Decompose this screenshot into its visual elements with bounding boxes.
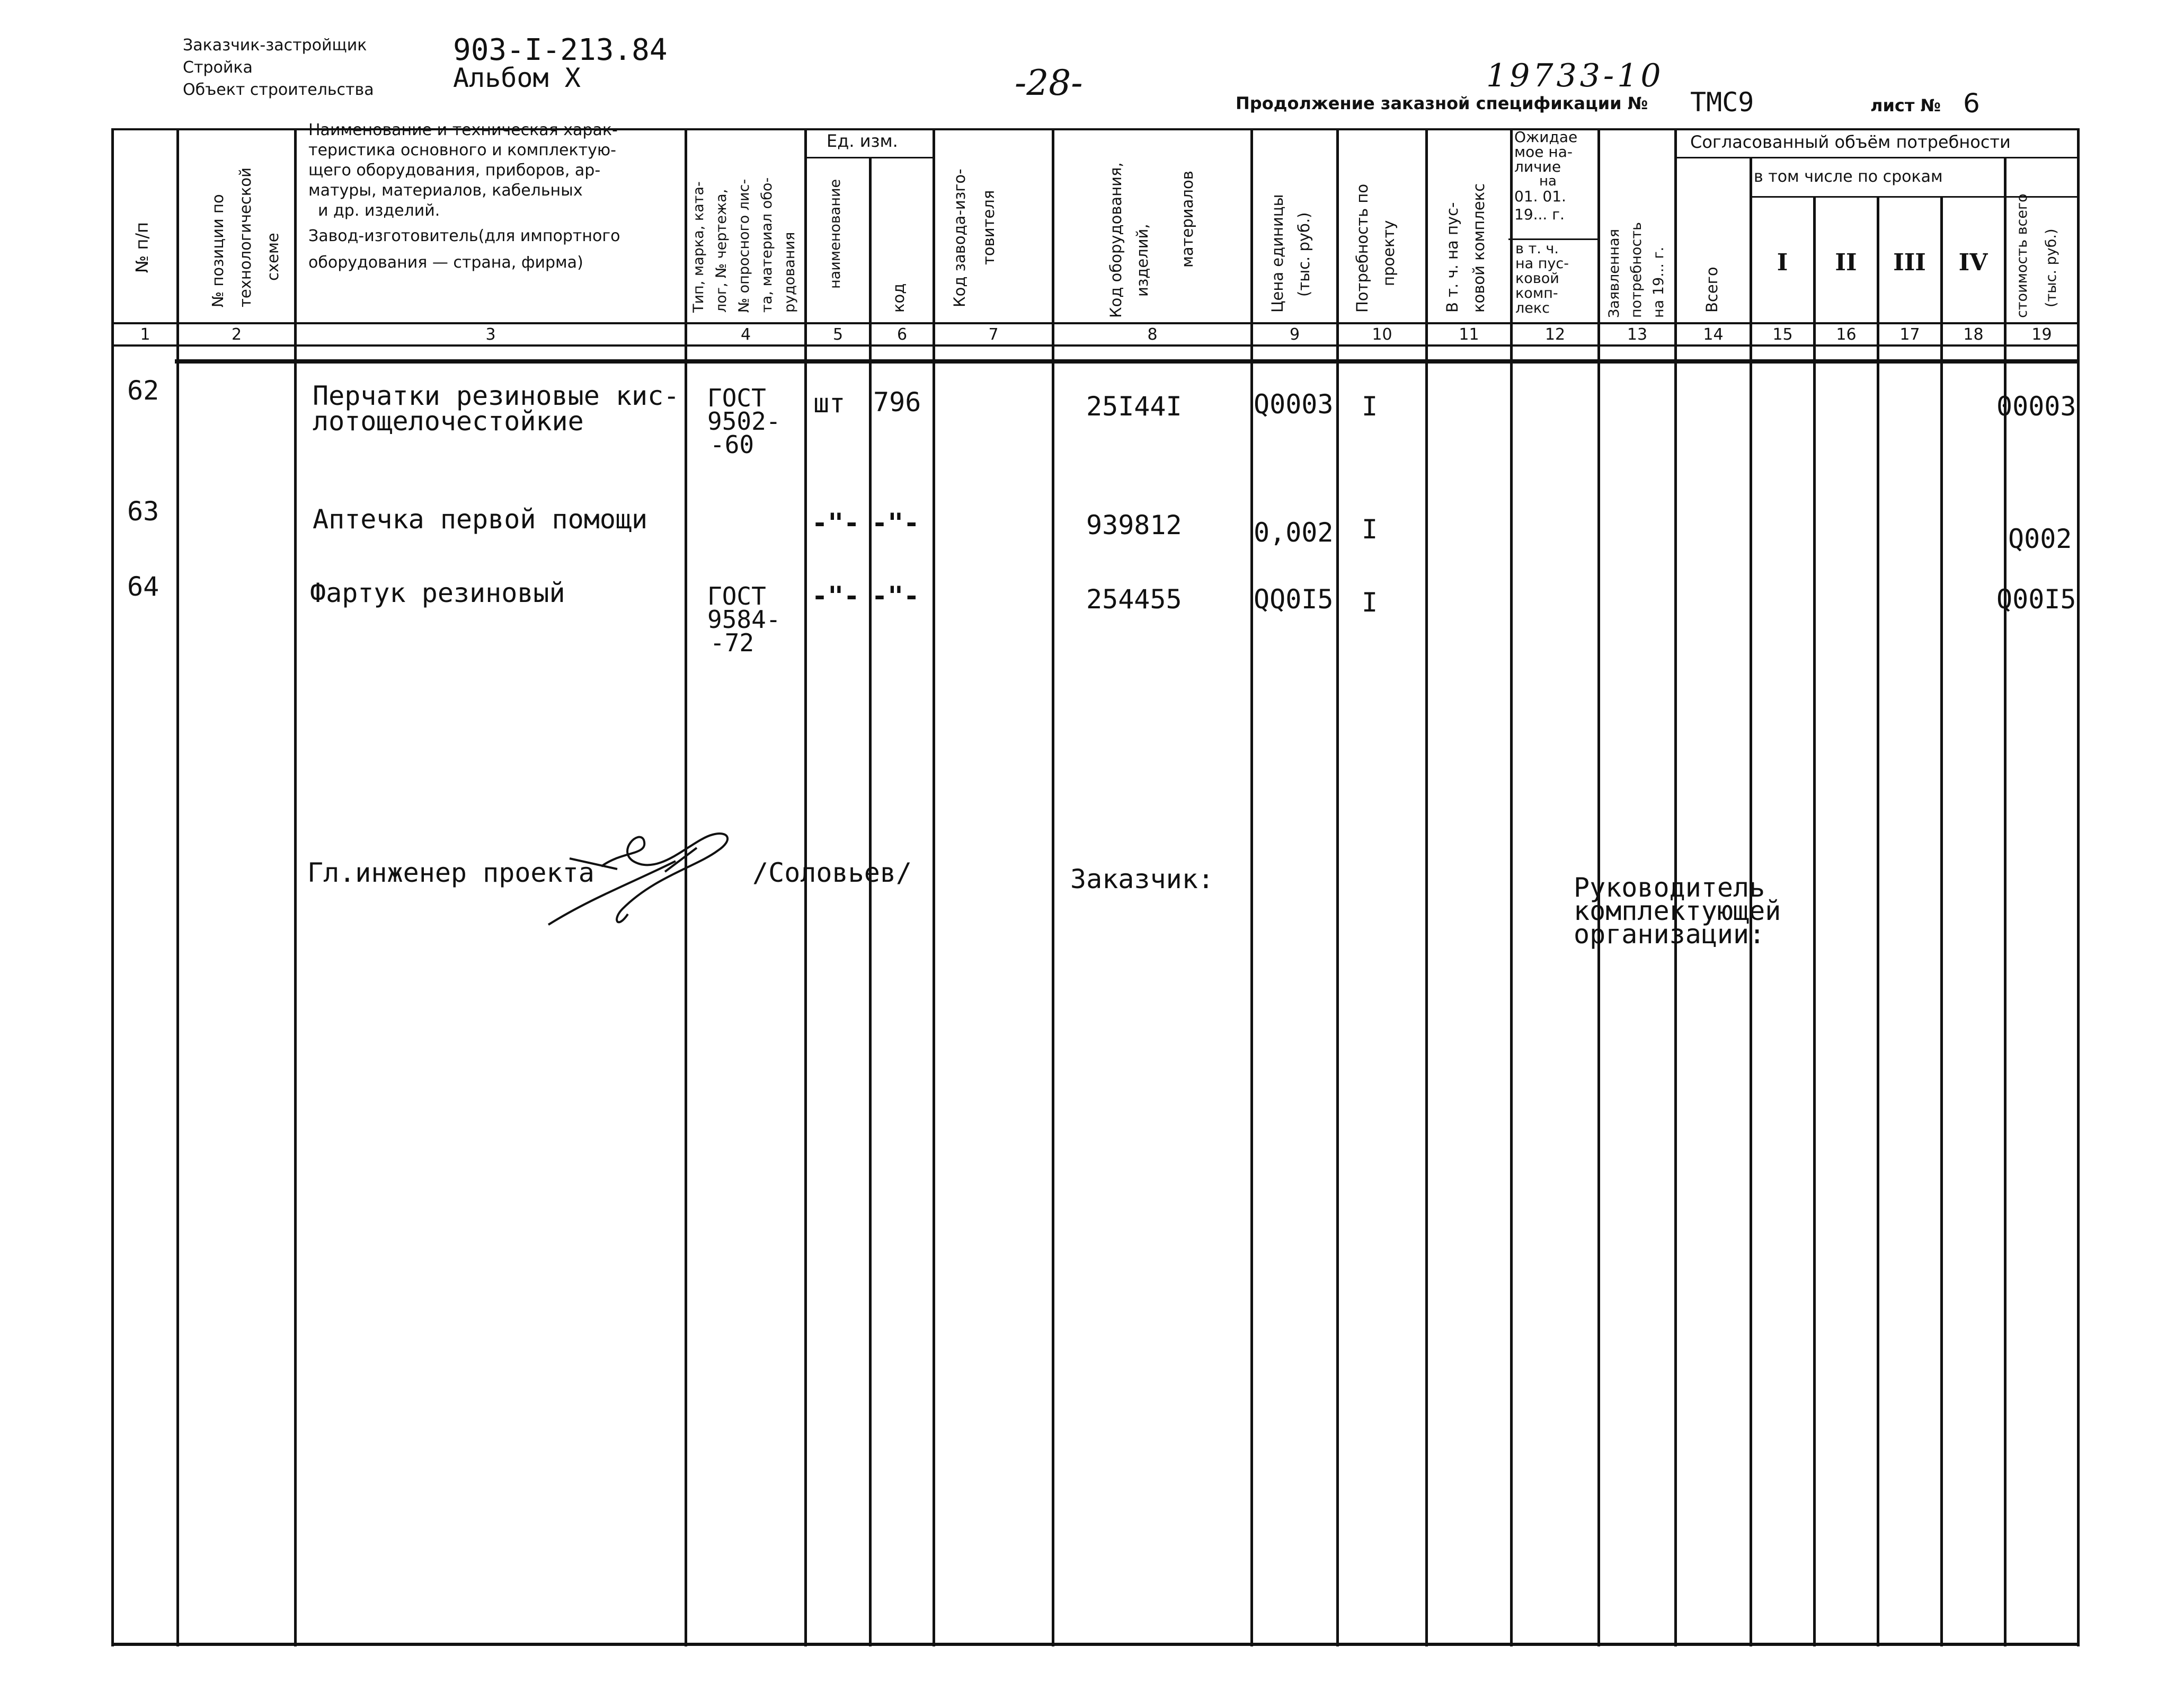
row-price: 0,002 <box>1254 517 1334 548</box>
col-number: 6 <box>896 325 908 344</box>
col-number: 11 <box>1459 325 1479 344</box>
table-bottom-border <box>111 1643 2080 1646</box>
customer-label: Заказчик-застройщик <box>183 36 367 55</box>
header-c13-line: Заявленная <box>1606 229 1622 318</box>
project-code: 903-I-213.84 <box>453 33 668 67</box>
header-c3-line: оборудования — страна, фирма) <box>308 253 583 272</box>
c12-split-line <box>1508 238 1599 240</box>
row-type: -72 <box>710 628 754 657</box>
row-type: ГОСТ <box>707 384 766 412</box>
body-top-border <box>175 359 2080 364</box>
row-type: 9584- <box>707 605 781 634</box>
header-c3-line: щего оборудования, приборов, ар- <box>308 161 601 180</box>
col-line <box>1052 130 1054 1646</box>
header-c12a-line: 19... г. <box>1514 206 1565 223</box>
col-line <box>2004 158 2007 1646</box>
header-c3-line: и др. изделий. <box>318 201 440 220</box>
header-c6: код <box>890 283 908 313</box>
header-c12a-line: личие <box>1514 158 1561 175</box>
row-need: I <box>1362 587 1378 618</box>
chief-engineer-name: /Соловьев/ <box>752 857 912 888</box>
page-number: -28- <box>1015 63 1083 103</box>
col-line <box>869 158 872 1646</box>
header-c4-line: та, материал обо- <box>759 177 775 313</box>
header-unit-group: Ед. изм. <box>827 131 898 151</box>
head-label-line3: организации: <box>1574 919 1765 950</box>
row-total: Q002 <box>2008 524 2072 554</box>
row-code: 939812 <box>1086 510 1182 541</box>
col-line <box>111 130 114 1646</box>
header-c11-line: ковой комплекс <box>1470 183 1488 313</box>
row-code: 25I44I <box>1086 391 1182 422</box>
col-number: 2 <box>231 325 242 344</box>
header-c3-line: Завод-изготовитель(для импортного <box>308 227 620 245</box>
row-need: I <box>1362 514 1378 545</box>
row-number: 62 <box>127 375 159 406</box>
header-c10-line: проекту <box>1380 220 1398 286</box>
header-c8-line: изделий, <box>1133 224 1151 297</box>
header-c4-line: лог, № чертежа, <box>713 189 730 313</box>
header-term-2: II <box>1835 249 1857 276</box>
header-c8-line: материалов <box>1178 171 1196 268</box>
row-unit: -"- <box>812 581 860 612</box>
col-number: 10 <box>1372 325 1392 344</box>
sheet-label: лист № <box>1870 95 1941 116</box>
col-number: 7 <box>988 325 999 344</box>
row-name: Фартук резиновый <box>310 578 565 608</box>
header-c1: № п/п <box>132 222 152 273</box>
header-c13-line: потребность <box>1628 222 1645 318</box>
row-name-cont: лотощелочестойкие <box>313 406 584 437</box>
col-line <box>804 130 807 1646</box>
header-c19-line2: (тыс. руб.) <box>2043 228 2059 307</box>
col-line <box>1425 130 1428 1646</box>
chief-engineer-label: Гл.инженер проекта <box>307 857 594 888</box>
customer-label: Заказчик: <box>1070 864 1214 894</box>
col-line <box>1877 197 1879 1646</box>
row-code: 254455 <box>1086 584 1182 615</box>
spec-code: 19733-10 <box>1486 57 1664 94</box>
header-c11-line: В т. ч. на пус- <box>1443 202 1461 313</box>
row-unit: шт <box>813 388 846 419</box>
object-label: Объект строительства <box>183 81 374 99</box>
col-number: 4 <box>740 325 751 344</box>
header-c19-line1: стоимость всего <box>2014 193 2030 318</box>
header-c8-line: Код оборудования, <box>1107 162 1125 318</box>
row-total: Q00I5 <box>1996 584 2076 615</box>
header-c5: наименование <box>827 179 844 289</box>
header-c12b-line: ковой <box>1515 270 1559 287</box>
header-c9-line: Цена единицы <box>1268 194 1286 313</box>
album-label: Альбом X <box>453 63 581 93</box>
head-label-line2: комплектующей <box>1574 896 1781 926</box>
col-line <box>1336 130 1339 1646</box>
col-line <box>1940 197 1943 1646</box>
header-c12a-line: Ожидае <box>1514 128 1578 146</box>
header-c12b-line: лекс <box>1515 300 1550 316</box>
header-c2-line2: технологической <box>236 167 254 307</box>
header-c13-line: на 19... г. <box>1650 246 1667 318</box>
col-number: 9 <box>1289 325 1300 344</box>
site-label: Стройка <box>183 58 253 77</box>
sheet-number: 6 <box>1963 88 1980 119</box>
row-name: Аптечка первой помощи <box>313 504 648 535</box>
col-number: 3 <box>485 325 496 344</box>
row-price: Q0003 <box>1254 389 1334 420</box>
row-unit-code: -"- <box>872 508 920 538</box>
col-line <box>176 130 179 1646</box>
col-number: 12 <box>1544 325 1566 344</box>
header-terms-group: в том числе по срокам <box>1754 167 1943 186</box>
header-c2-line1: № позиции по <box>209 194 227 307</box>
row-type: 9502- <box>707 407 781 436</box>
spec-number: ТМС9 <box>1690 87 1754 118</box>
row-type: ГОСТ <box>707 582 766 610</box>
header-c10-line: Потребность по <box>1353 183 1371 313</box>
header-c4-line: рудования <box>782 232 798 313</box>
row-type: -60 <box>710 430 754 459</box>
row-unit-code: -"- <box>872 581 920 612</box>
header-term-3: III <box>1893 249 1926 276</box>
col-number: 13 <box>1627 325 1648 344</box>
col-number: 1 <box>140 325 150 344</box>
row-unit: -"- <box>812 508 860 538</box>
header-term-1: I <box>1777 249 1788 276</box>
header-c3-line: теристика основного и комплектую- <box>308 141 616 160</box>
col-line <box>1250 130 1253 1646</box>
row-need: I <box>1362 391 1378 422</box>
row-number: 63 <box>127 496 159 527</box>
col-line <box>1813 197 1816 1646</box>
col-number: 8 <box>1147 325 1158 344</box>
col-number: 18 <box>1963 325 1984 344</box>
header-c3-line: матуры, материалов, кабельных <box>308 181 583 200</box>
agreed-group-line <box>1674 157 2080 158</box>
col-line <box>1510 130 1513 1646</box>
header-term-4: IV <box>1958 249 1988 276</box>
col-number: 5 <box>832 325 844 344</box>
header-c2-line3: схеме <box>264 233 282 281</box>
header-agreed-group: Согласованный объём потребности <box>1690 132 2011 152</box>
continuation-label: Продолжение заказной спецификации № <box>1236 93 1648 113</box>
col-number: 17 <box>1899 325 1920 344</box>
row-unit-code: 796 <box>873 387 921 418</box>
header-c12b-line: комп- <box>1515 285 1558 302</box>
header-c12a-line: мое на- <box>1514 143 1573 161</box>
header-c3-line: Наименование и техническая харак- <box>308 121 618 139</box>
row-price: QQ0I5 <box>1254 584 1334 615</box>
header-c12b-line: на пус- <box>1515 255 1569 272</box>
col-number: 16 <box>1836 325 1857 344</box>
header-c14: Всего <box>1703 267 1721 313</box>
col-number: 14 <box>1703 325 1724 344</box>
col-line <box>294 130 297 1646</box>
col-line <box>933 130 935 1646</box>
col-number: 15 <box>1772 325 1793 344</box>
header-c4-line: № опросного лис- <box>736 179 752 313</box>
header-c7-line1: Код завода-изго- <box>951 169 969 307</box>
head-label-line1: Руководитель <box>1574 872 1765 903</box>
row-total: 00003 <box>1996 391 2076 422</box>
row-name: Перчатки резиновые кис- <box>313 380 680 411</box>
row-number: 64 <box>127 571 159 602</box>
header-c9-line: (тыс. руб.) <box>1295 212 1313 297</box>
header-c12a-line: на <box>1539 173 1557 189</box>
header-c7-line2: товителя <box>980 190 998 265</box>
header-c12a-line: 01. 01. <box>1514 188 1566 205</box>
col-number: 19 <box>2031 325 2052 344</box>
header-c4-line: Тип, марка, ката- <box>690 181 707 313</box>
col-line <box>2077 130 2080 1646</box>
header-c12b-line: в т. ч. <box>1515 241 1559 257</box>
